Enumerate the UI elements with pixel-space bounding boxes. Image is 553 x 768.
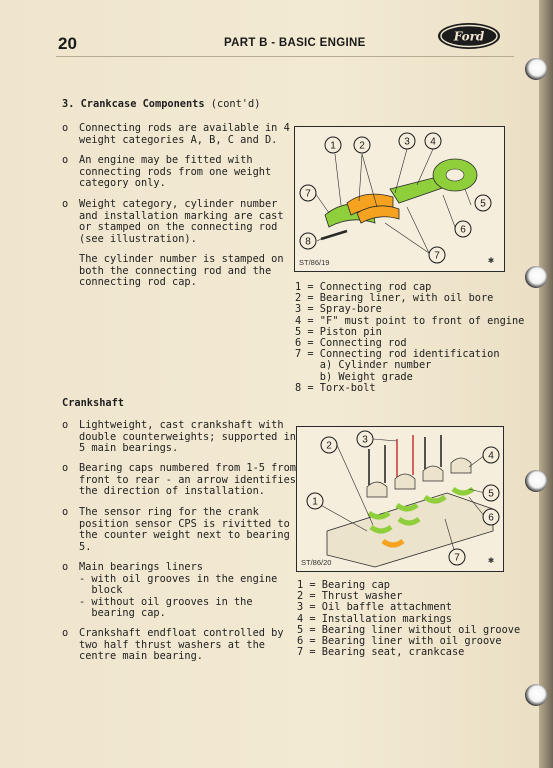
figure-ref: ST/86/20 [301,558,332,567]
legend-line: 4 = Installation markings [297,612,452,625]
bullet-line: and installation marking are cast [79,209,284,222]
bullet-line: the counter weight next to bearing [79,529,290,542]
legend-line: 7 = Connecting rod identification [295,348,500,361]
bullet-marker: o [62,506,69,518]
paragraph-line: both the connecting rod and the [79,264,272,277]
paragraph-line: connecting rod cap. [79,276,197,289]
legend-line: 6 = Bearing liner with oil groove [297,635,502,647]
bullet-line: - with oil grooves in the engine [79,572,278,585]
bullet-marker: o [62,198,69,210]
binder-hole [525,58,547,80]
callout-4: 4 [430,136,436,148]
bullet-line: the direction of installation. [79,485,265,498]
ford-logo-icon [437,22,501,50]
binder-hole [525,266,547,288]
binder-hole [525,470,547,492]
paragraph-line: The cylinder number is stamped on [79,253,284,265]
bullet-marker: o [62,462,69,474]
callout-3: 3 [404,136,410,148]
bullet-line: Main bearings liners [79,561,203,573]
bullet-line: Crankshaft endfloat controlled by [79,627,284,639]
bullet-marker: o [62,419,69,431]
callout-7b: 7 [434,250,440,262]
bullet-line: connecting rods from one weight [79,165,272,178]
legend-line: 4 = "F" must point to front of engine [295,314,525,327]
bullet-line: The sensor ring for the crank [79,506,259,518]
bullet-line: double counterweights; supported in [79,430,296,443]
bullet-line: centre main bearing. [79,650,203,663]
bullet-line: 5. [79,540,92,553]
bullet-line: Bearing caps numbered from 1-5 from [79,462,296,474]
bullet-line: Weight category, cylinder number [79,198,278,210]
legend-line: 5 = Bearing liner without oil groove [297,623,521,636]
callout-3: 3 [362,434,368,446]
legend-line: a) Cylinder number [295,359,432,372]
bullet-line: front to rear - an arrow identifies [79,473,296,486]
section-heading-suffix: (cont'd) [204,98,261,110]
bullet-marker: o [62,627,69,639]
ford-logo-text: Ford [453,29,485,44]
bullet-line: position sensor CPS is rivitted to [79,517,290,530]
legend-line: 2 = Bearing liner, with oil bore [295,292,494,305]
bullet-line: 5 main bearings. [79,442,179,455]
legend-line: 7 = Bearing seat, crankcase [297,646,465,659]
bullet-marker: o [62,122,69,134]
section-heading-title: 3. Crankcase Components [62,98,205,110]
callout-1: 1 [312,496,318,508]
callout-1: 1 [330,140,336,152]
callout-7a: 7 [305,188,311,200]
header-divider [56,56,514,57]
callout-2: 2 [326,440,332,452]
legend-line: 1 = Bearing cap [297,579,390,591]
bullet-line: (see illustration). [79,232,197,245]
callout-4: 4 [488,450,494,462]
bullet-line: Lightweight, cast crankshaft with [79,419,284,431]
callout-7: 7 [454,552,460,564]
bullet-marker: o [62,154,69,166]
bullet-line: category only. [79,177,166,190]
callout-8: 8 [305,236,311,248]
legend-line: 6 = Connecting rod [295,337,407,349]
figure-connecting-rod [294,126,505,272]
callout-6: 6 [488,512,494,524]
legend-line: 2 = Thrust washer [297,590,403,603]
figure-ref: ST/86/19 [299,258,330,267]
page-number: 20 [58,34,77,53]
page-edge-shadow [539,0,553,768]
crankshaft-heading: Crankshaft [62,397,124,409]
publisher-mark-icon: ✱ [487,255,495,266]
bullet-line: Connecting rods are available in 4 [79,122,290,134]
bullet-line: An engine may be fitted with [79,154,253,166]
callout-6: 6 [460,224,466,236]
bullet-line: block [79,584,123,597]
legend-line: 5 = Piston pin [295,325,382,338]
publisher-mark-icon: ✱ [487,555,495,566]
callout-5: 5 [480,198,486,210]
crankcase-block-shape [327,493,493,567]
legend-line: b) Weight grade [295,370,413,383]
bullet-line: two half thrust washers at the [79,638,265,651]
bullet-marker: o [62,561,69,573]
part-title: PART B - BASIC ENGINE [224,37,366,49]
bullet-line: bearing cap. [79,607,166,620]
legend-line: 3 = Oil baffle attachment [297,601,452,614]
section-heading [62,99,260,111]
binder-hole [525,684,547,706]
callout-2: 2 [359,140,365,152]
connecting-rod-illustration [295,127,504,271]
legend-line: 8 = Torx-bolt [295,381,376,394]
legend-line: 3 = Spray-bore [295,303,382,316]
bullet-line: weight categories A, B, C and D. [79,133,278,146]
bullet-line: or stamped on the connecting rod [79,221,278,234]
legend-line: 1 = Connecting rod cap [295,281,432,293]
crankcase-illustration [297,427,503,571]
bullet-line: - without oil grooves in the [79,595,253,608]
figure-crankcase-bearings [296,426,504,572]
callout-5: 5 [488,488,494,500]
